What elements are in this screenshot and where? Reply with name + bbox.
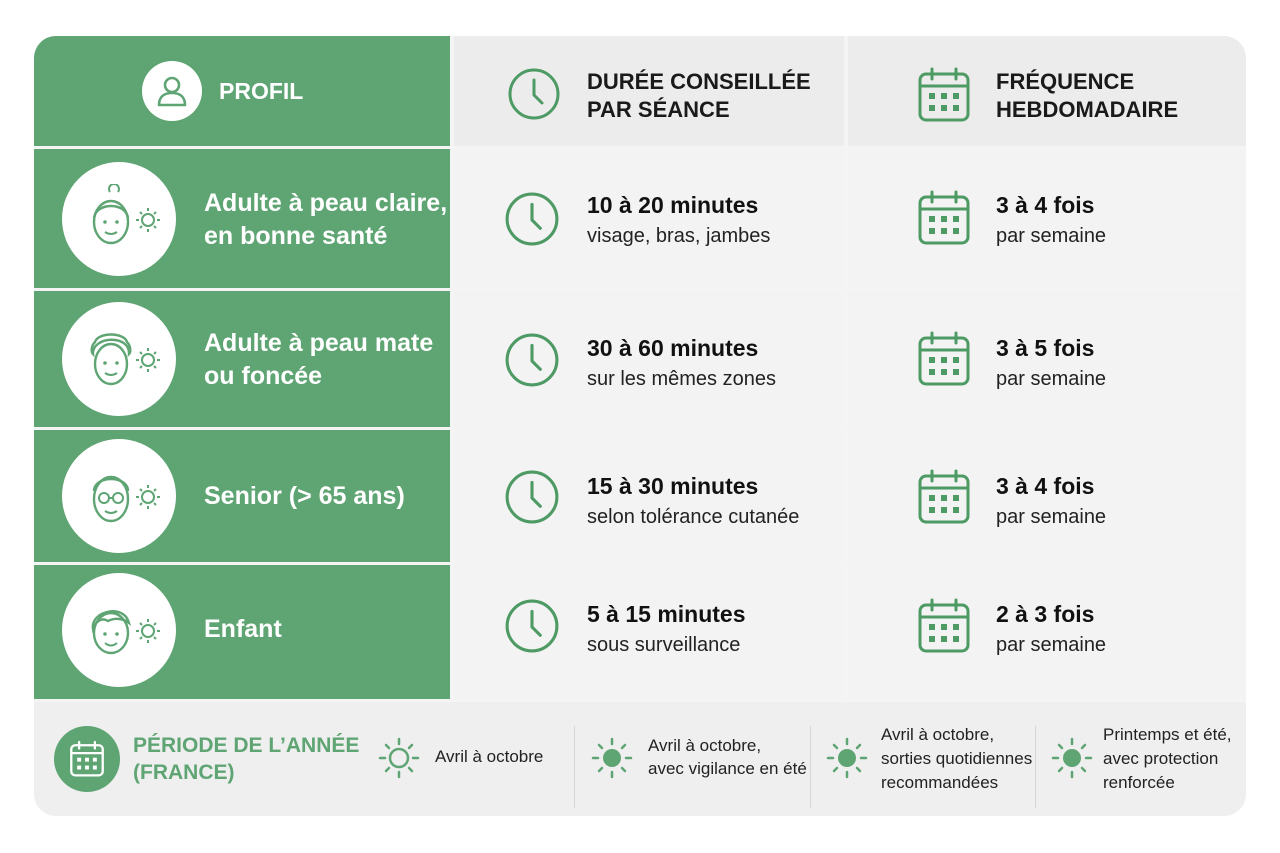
clock-icon: [507, 67, 561, 121]
clock-icon: [504, 598, 560, 654]
calendar-icon: [54, 726, 120, 792]
calendar-icon: [917, 597, 971, 655]
sun-filled-icon: [1050, 736, 1094, 780]
header-duration-line2: PAR SÉANCE: [587, 97, 730, 122]
sun-filled-icon: [825, 736, 869, 780]
duration-note-row-3: selon tolérance cutanée: [587, 506, 800, 528]
footer-divider: [810, 726, 811, 808]
profile-label-row-4-line1: Enfant: [204, 615, 282, 643]
frequency-value-row-2: 3 à 5 fois: [996, 335, 1095, 361]
calendar-icon: [917, 330, 971, 388]
duration-value-row-1: 10 à 20 minutes: [587, 192, 759, 218]
period-text-4-line1: Printemps et été,: [1103, 725, 1232, 744]
period-text-3-line2: sorties quotidiennes: [881, 749, 1033, 768]
duration-cell-row-3: [454, 430, 844, 562]
frequency-note-row-1: par semaine: [996, 225, 1107, 247]
frequency-note-row-4: par semaine: [996, 634, 1107, 656]
header-frequency-line2: HEBDOMADAIRE: [996, 97, 1179, 122]
profile-cell-row-3: [34, 430, 450, 562]
frequency-value-row-4: 2 à 3 fois: [996, 601, 1095, 627]
frequency-cell-row-1: [848, 149, 1246, 288]
duration-value-row-3: 15 à 30 minutes: [587, 473, 759, 499]
duration-cell-row-4: [454, 565, 844, 699]
period-label-line2: (FRANCE): [133, 761, 235, 784]
duration-note-row-2: sur les mêmes zones: [587, 368, 776, 390]
footer-divider: [574, 726, 575, 808]
frequency-cell-row-2: [848, 291, 1246, 427]
period-text-4-line2: avec protection: [1103, 749, 1219, 768]
sun-filled-icon: [590, 736, 634, 780]
period-text-4-line3: renforcée: [1103, 773, 1175, 792]
period-text-1-line1: Avril à octobre: [435, 747, 544, 766]
period-label-line1: PÉRIODE DE L’ANNÉE: [133, 734, 360, 757]
duration-cell-row-2: [454, 291, 844, 427]
header-duration-line1: DURÉE CONSEILLÉE: [587, 69, 811, 94]
footer-divider: [1035, 726, 1036, 808]
calendar-icon: [917, 468, 971, 526]
duration-value-row-4: 5 à 15 minutes: [587, 601, 746, 627]
header-duration-cell: [454, 36, 844, 146]
profile-cell-row-1: [34, 149, 450, 288]
frequency-cell-row-4: [848, 565, 1246, 699]
duration-cell-row-1: [454, 149, 844, 288]
dark-skin-adult-face-icon: [62, 302, 176, 416]
profile-cell-row-4: [34, 565, 450, 699]
frequency-value-row-3: 3 à 4 fois: [996, 473, 1095, 499]
calendar-icon: [917, 66, 971, 124]
clock-icon: [504, 332, 560, 388]
frequency-note-row-2: par semaine: [996, 368, 1107, 390]
profile-label-row-2-line2: ou foncée: [204, 362, 323, 390]
period-footer: [34, 702, 1246, 816]
profile-label-row-3-line1: Senior (> 65 ans): [204, 482, 405, 510]
header-profile-cell: [34, 36, 450, 146]
duration-note-row-4: sous surveillance: [587, 634, 741, 656]
profile-label-row-2-line1: Adulte à peau mate: [204, 329, 434, 357]
sun-exposure-table: [34, 36, 1246, 816]
profile-label-row-1-line1: Adulte à peau claire,: [204, 189, 448, 217]
period-text-2-line1: Avril à octobre,: [648, 736, 762, 755]
user-icon: [142, 61, 202, 121]
profile-cell-row-2: [34, 291, 450, 427]
clock-icon: [504, 469, 560, 525]
senior-face-icon: [62, 439, 176, 553]
period-text-3-line1: Avril à octobre,: [881, 725, 995, 744]
header-frequency-line1: FRÉQUENCE: [996, 69, 1135, 94]
period-text-2-line2: avec vigilance en été: [648, 759, 807, 778]
frequency-cell-row-3: [848, 430, 1246, 562]
clock-icon: [504, 191, 560, 247]
header-frequency-cell: [848, 36, 1246, 146]
header-profile-label: PROFIL: [219, 78, 304, 104]
sun-outline-icon: [377, 736, 421, 780]
calendar-icon: [917, 189, 971, 247]
duration-value-row-2: 30 à 60 minutes: [587, 335, 759, 361]
period-text-3-line3: recommandées: [881, 773, 999, 792]
child-face-icon: [62, 573, 176, 687]
profile-label-row-1-line2: en bonne santé: [204, 222, 388, 250]
duration-note-row-1: visage, bras, jambes: [587, 225, 771, 247]
light-skin-adult-face-icon: [62, 162, 176, 276]
frequency-value-row-1: 3 à 4 fois: [996, 192, 1095, 218]
frequency-note-row-3: par semaine: [996, 506, 1107, 528]
